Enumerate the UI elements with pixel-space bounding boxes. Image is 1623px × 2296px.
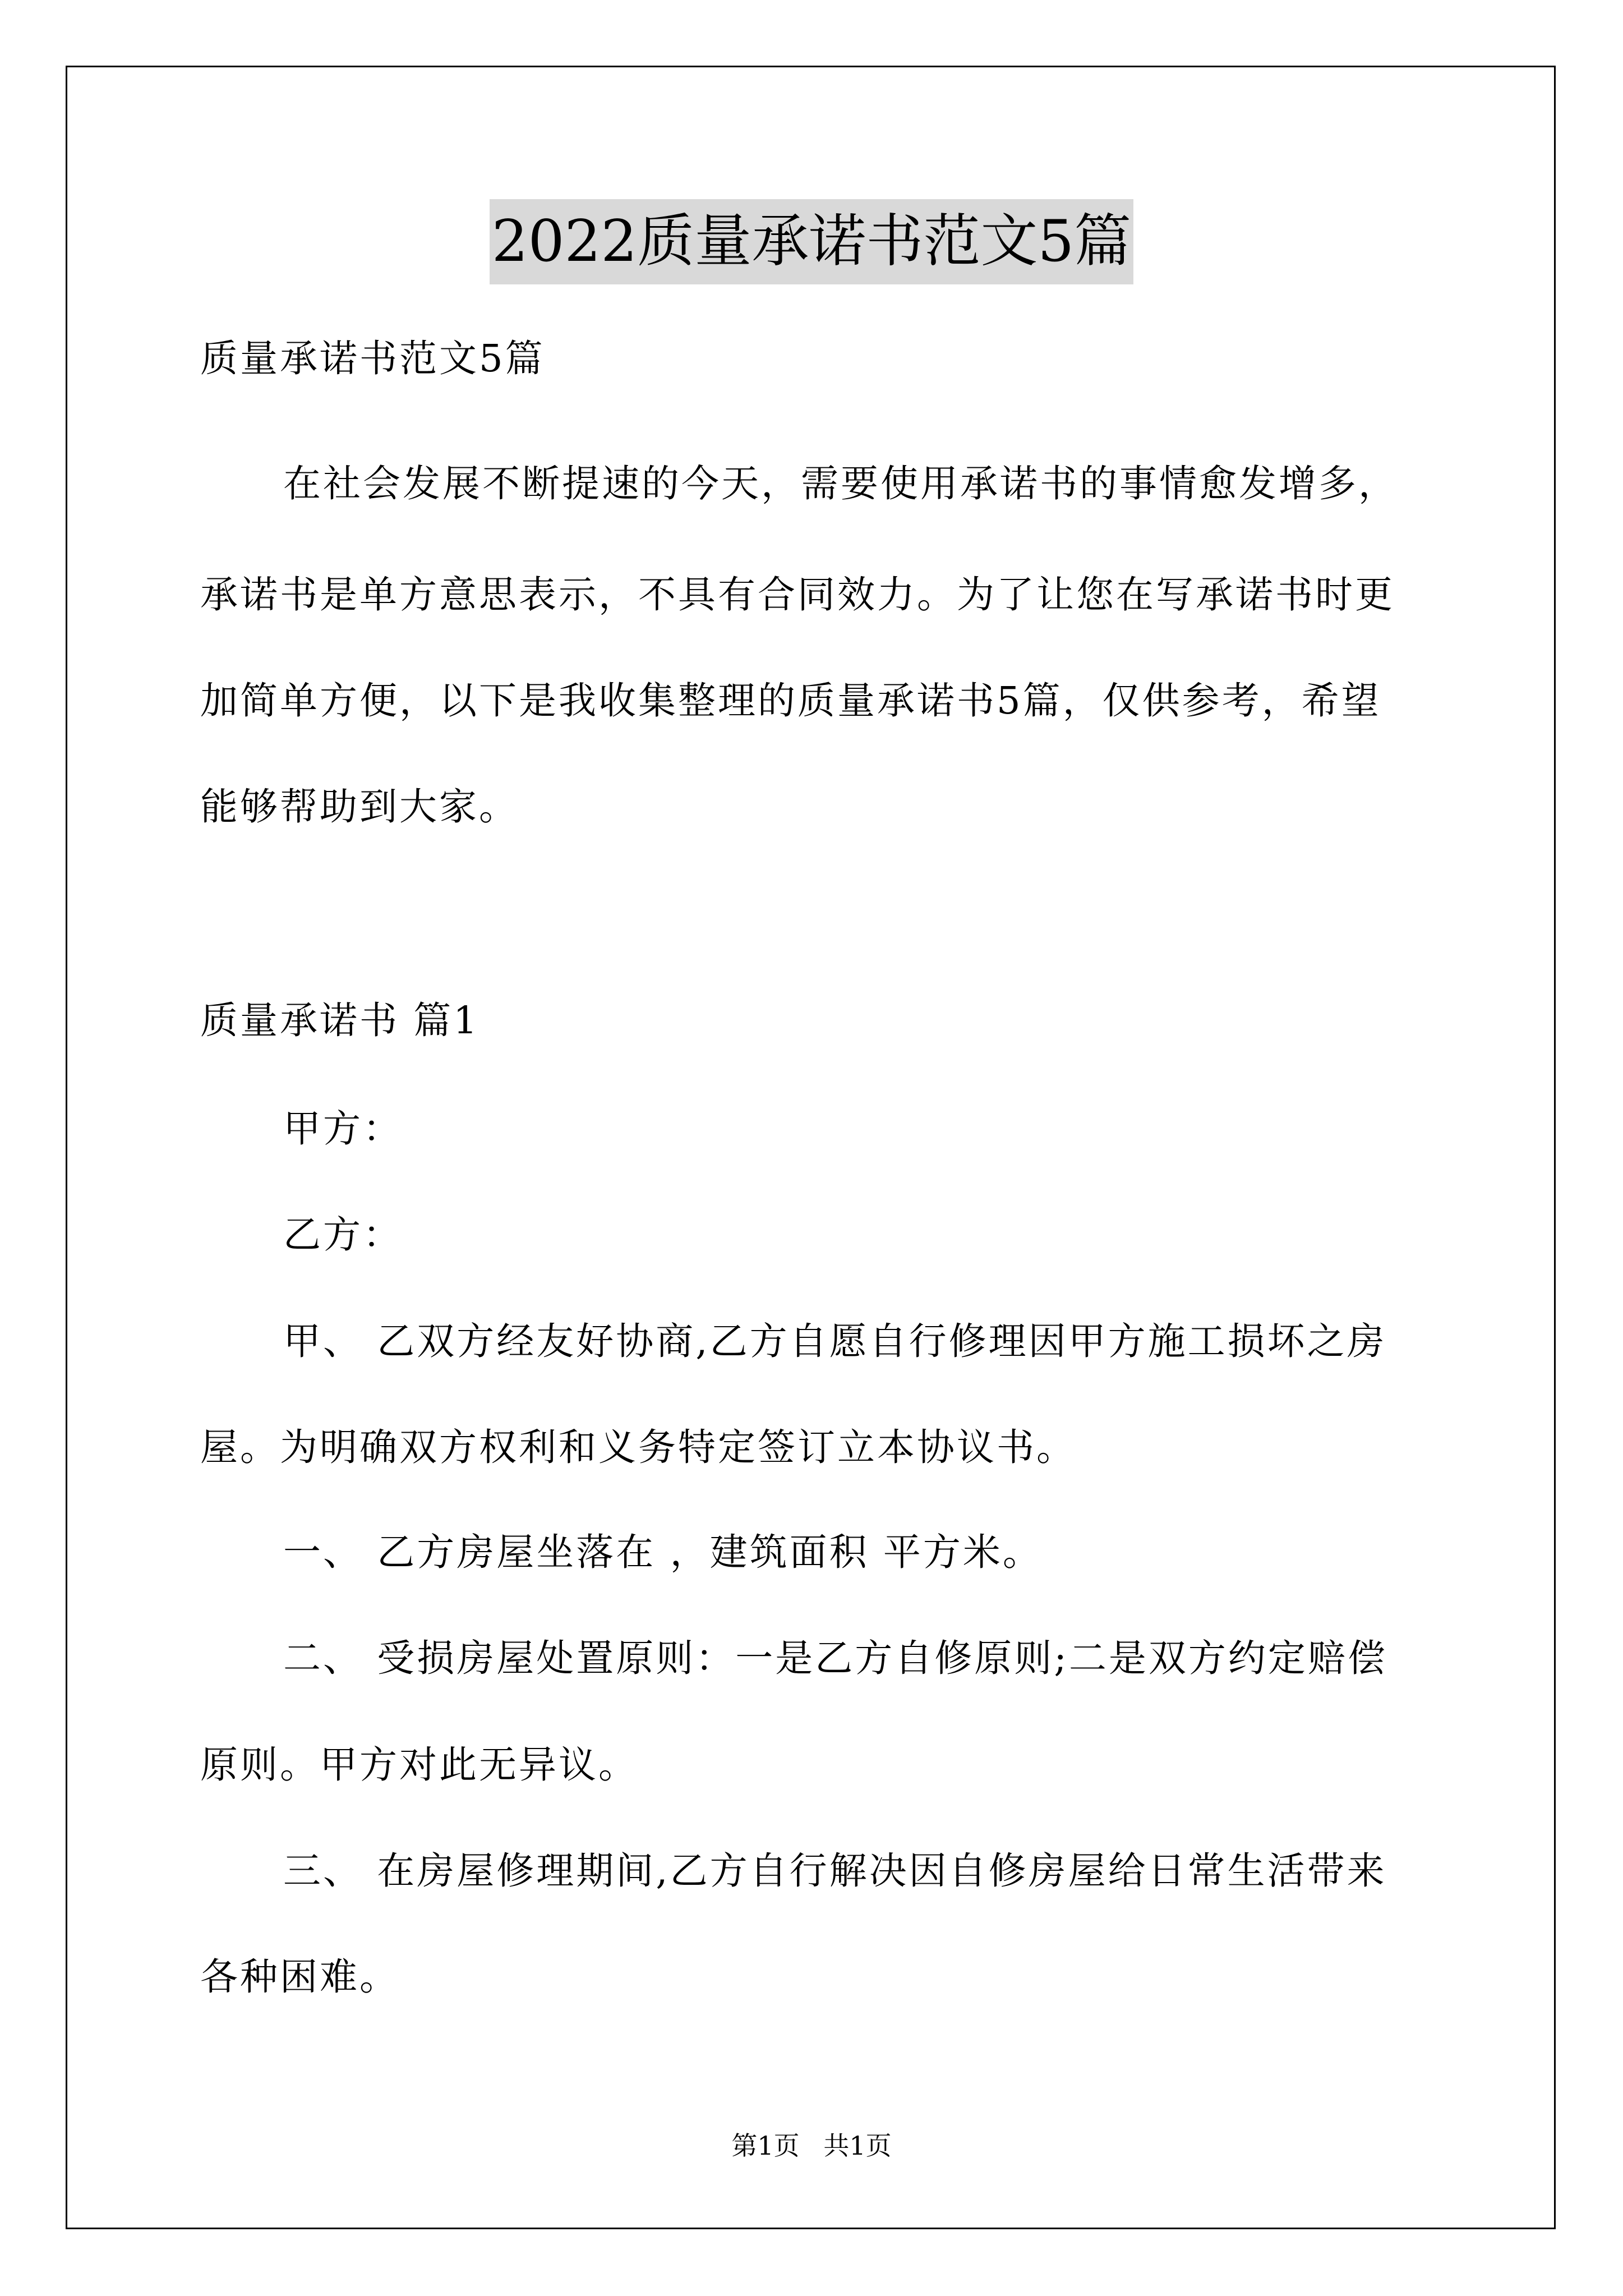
party-b-line: 乙方： [283, 1213, 403, 1257]
document-title: 2022质量承诺书范文5篇 [490, 199, 1133, 284]
clause-3-line-2: 各种困难。 [200, 1955, 399, 1999]
party-a-line: 甲方： [283, 1107, 403, 1151]
intro-line-2: 承诺书是单方意思表示，不具有合同效力。为了让您在写承诺书时更 [200, 573, 1395, 616]
page-footer [0, 2129, 1623, 2162]
intro-line-1: 在社会发展不断提速的今天，需要使用承诺书的事情愈发增多， [283, 462, 1398, 505]
page-number-current: 第1页 [731, 2131, 800, 2161]
clause-1-line: 一、 乙方房屋坐落在 ，建筑面积 平方米。 [283, 1530, 1043, 1574]
clause-3-line-1: 三、 在房屋修理期间,乙方自行解决因自修房屋给日常生活带来 [283, 1849, 1387, 1893]
intro-line-4: 能够帮助到大家。 [200, 785, 519, 829]
clause-intro-line-2: 屋。为明确双方权利和义务特定签订立本协议书。 [200, 1425, 1076, 1469]
clause-intro-line-1: 甲、 乙双方经友好协商,乙方自愿自行修理因甲方施工损坏之房 [283, 1319, 1387, 1363]
clause-2-line-1: 二、 受损房屋处置原则：一是乙方自修原则;二是双方约定赔偿 [283, 1636, 1387, 1680]
subtitle-line: 质量承诺书范文5篇 [200, 337, 545, 380]
intro-line-3: 加简单方便，以下是我收集整理的质量承诺书5篇，仅供参考，希望 [200, 679, 1381, 723]
title-container [0, 199, 1623, 284]
page-number-total: 共1页 [823, 2131, 892, 2161]
section-heading: 质量承诺书 篇1 [200, 999, 479, 1042]
clause-2-line-2: 原则。甲方对此无异议。 [200, 1743, 638, 1787]
